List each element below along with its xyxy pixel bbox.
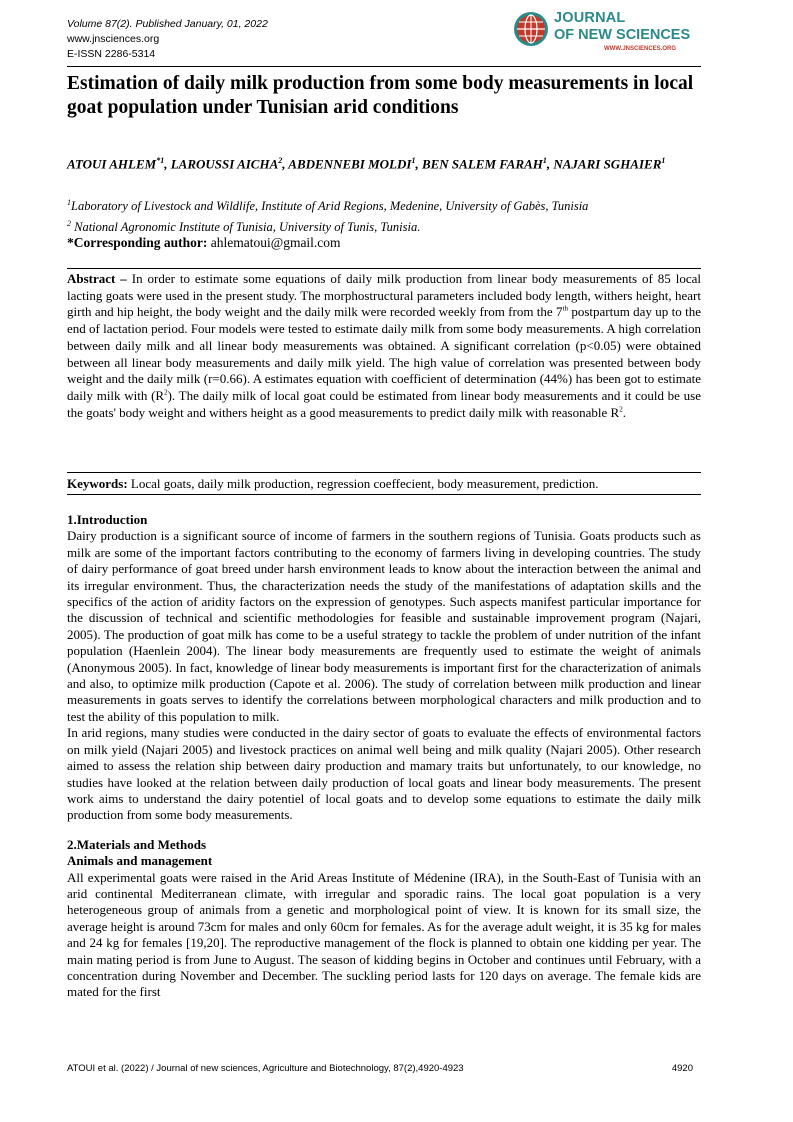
author-sup: 1 (661, 156, 666, 165)
keywords-label: Keywords: (67, 476, 128, 491)
website-line: www.jnsciences.org (67, 33, 160, 45)
author-sup: 2 (278, 156, 283, 165)
abstract: Abstract – In order to estimate some equations of daily milk production from linear body measurements of 85 local lacting goats were used in the present study. The morphostructural parameters included body length, withers height, heart girth and hip height, the body weight and the daily milk were recorded weekly from from the 7th postpartum day up to the end of lactation period. Four models were tested to estimate daily milk from some body measurements. A high correlation between daily milk and all linear body measurements was obtained. A significant correlation (p<0.05) were obtained between all linear body measurements and daily milk yield. The high value of correlation was presented between body weight and the daily milk (r=0.66). A estimates equation with coefficient of determination (44%) has been got to estimate daily milk with $(R^2)$. The daily milk of local goat could be estimated from linear body measurements and it could be use the goats' body weight and withers height as a good measurements to predict daily milk with reasonable $R^2$. (67, 271, 701, 420)
footer-citation: ATOUI et al. (2022) / Journal of new sciences, Agriculture and Biotechnology, 87(2),4920-4923 (67, 1063, 464, 1074)
subsection-heading: Animals and management (67, 853, 213, 869)
affiliation-2: $^2$ National Agronomic Institute of Tunisia, University of Tunis, Tunisia. (67, 219, 421, 235)
corresponding-label: *Corresponding author: (67, 235, 208, 250)
issn-line: E-ISSN 2286-5314 (67, 48, 156, 60)
paragraph: Dairy production is a significant source of income of farmers in the southern regions of Tunisia. Goats products such as milk are some of the important factors contributing to the economy of farmers living in developing countries. The study of dairy performance of goat breed under harsh environment leads to know about the interaction between the animal and its irregular environment. Thus, the characterization needs the study of the manifestations of adaptation skills and the specifics of the action of aridity factors on the expression of genotypes. Such aspects manifest particular importance for the discussion of technical and scientific methodologies for feasible and sustainable improvement program (Najari, 2005). The production of goat milk has come to be a useful strategy to tackle the problem of under nutrition of the infant population (Haenlein 2004). The linear body measurements are frequently used to estimate the weight of animals (Anonymous 2005). In fact, knowledge of linear body measurements is important first for the characterization of animals and also, to optimize milk production (Capote et al. 2006). The study of correlation between milk production and linear measurements in goats serves to identify the correlations between morphological characters and milk production and to test the ability of this population to milk. (67, 528, 701, 724)
affiliation-1: $^1$Laboratory of Livestock and Wildlife, Institute of Arid Regions, Medenine, University of Gabès, Tunisia (67, 198, 589, 214)
logo-line-1: JOURNAL (554, 10, 626, 26)
author-name: ATOUI AHLEM (67, 156, 157, 172)
author-list: ATOUI AHLEM$^{*1}$, LAROUSSI AICHA$^2$, ABDENNEBI MOLDI$^1$, BEN SALEM FARAH$^1$, NAJARI SGHAIER$^1$ (67, 156, 666, 172)
author-sup: 1 (542, 156, 547, 165)
author-name: BEN SALEM FARAH (421, 156, 543, 172)
header-rule (67, 66, 701, 67)
section-heading: 1.Introduction (67, 512, 148, 527)
author-name: ABDENNEBI MOLDI (288, 156, 412, 172)
paper-title: Estimation of daily milk production from some body measurements in local goat population under Tunisian arid conditions (67, 73, 694, 118)
volume-line: Volume 87(2). Published January, 01, 2022 (67, 18, 268, 30)
author-name: NAJARI SGHAIER (553, 156, 662, 172)
keywords (67, 475, 701, 492)
corresponding-email[interactable]: ahlematoui@gmail.com (207, 235, 341, 250)
keywords-bottom-rule (67, 494, 701, 495)
abstract-top-rule (67, 268, 701, 269)
body-text (67, 512, 701, 1001)
logo-line-2: OF NEW SCIENCES (554, 27, 691, 43)
page-footer (67, 1063, 701, 1074)
keywords-text: Local goats, daily milk production, regression coeffecient, body measurement, prediction. (127, 476, 599, 491)
journal-meta (67, 17, 268, 62)
paragraph: In arid regions, many studies were conducted in the dairy sector of goats to evaluate the effects of environmental factors on milk yield (Najari 2005) and livestock practices on animal well being and milk quality (Najari 2005). Other research aimed to assess the relation ship between dairy production and mamary traits but unfortunately, to our knowledge, no studies have looked at the relation between daily production of local goats and linear body measurements. The present work aims to understand the dairy potentiel of local goats and to develop some equations to estimate the daily milk production from some body measurements. (67, 725, 701, 823)
abstract-label: Abstract – (67, 271, 127, 286)
paragraph: All experimental goats were raised in the Arid Areas Institute of Médenine (IRA), in the South-East of Tunisia with an arid continental Mediterranean climate, with irregular and sporadic rains. The local goat population is a very heterogeneous group of animals from a genetic and morphological point of view. It is known for its small size, the average height is around 73cm for males and only 60cm for females. As for the average adult weight, it is 35 kg for males and 24 kg for females [19,20]. The reproductive management of the flock is planned to obtain one kidding per year. The main mating period is from June to August. The season of kidding begins in October and continues until February, with a concentration during November and December. The suckling period lasts for 120 days on average. The female kids are mated for the first (67, 869, 701, 1000)
author-sup: *1 (156, 156, 165, 165)
logo-url: WWW.JNSCIENCES.ORG (604, 46, 677, 52)
keywords-top-rule (67, 472, 701, 473)
section-heading: 2.Materials and Methods (67, 836, 207, 852)
affiliations (67, 194, 707, 236)
journal-logo (512, 8, 702, 60)
author-name: LAROUSSI AICHA (170, 156, 279, 172)
author-sup: 1 (411, 156, 416, 165)
page-number: 4920 (671, 1063, 693, 1074)
globe-icon (512, 10, 550, 48)
corresponding-author (67, 234, 341, 251)
